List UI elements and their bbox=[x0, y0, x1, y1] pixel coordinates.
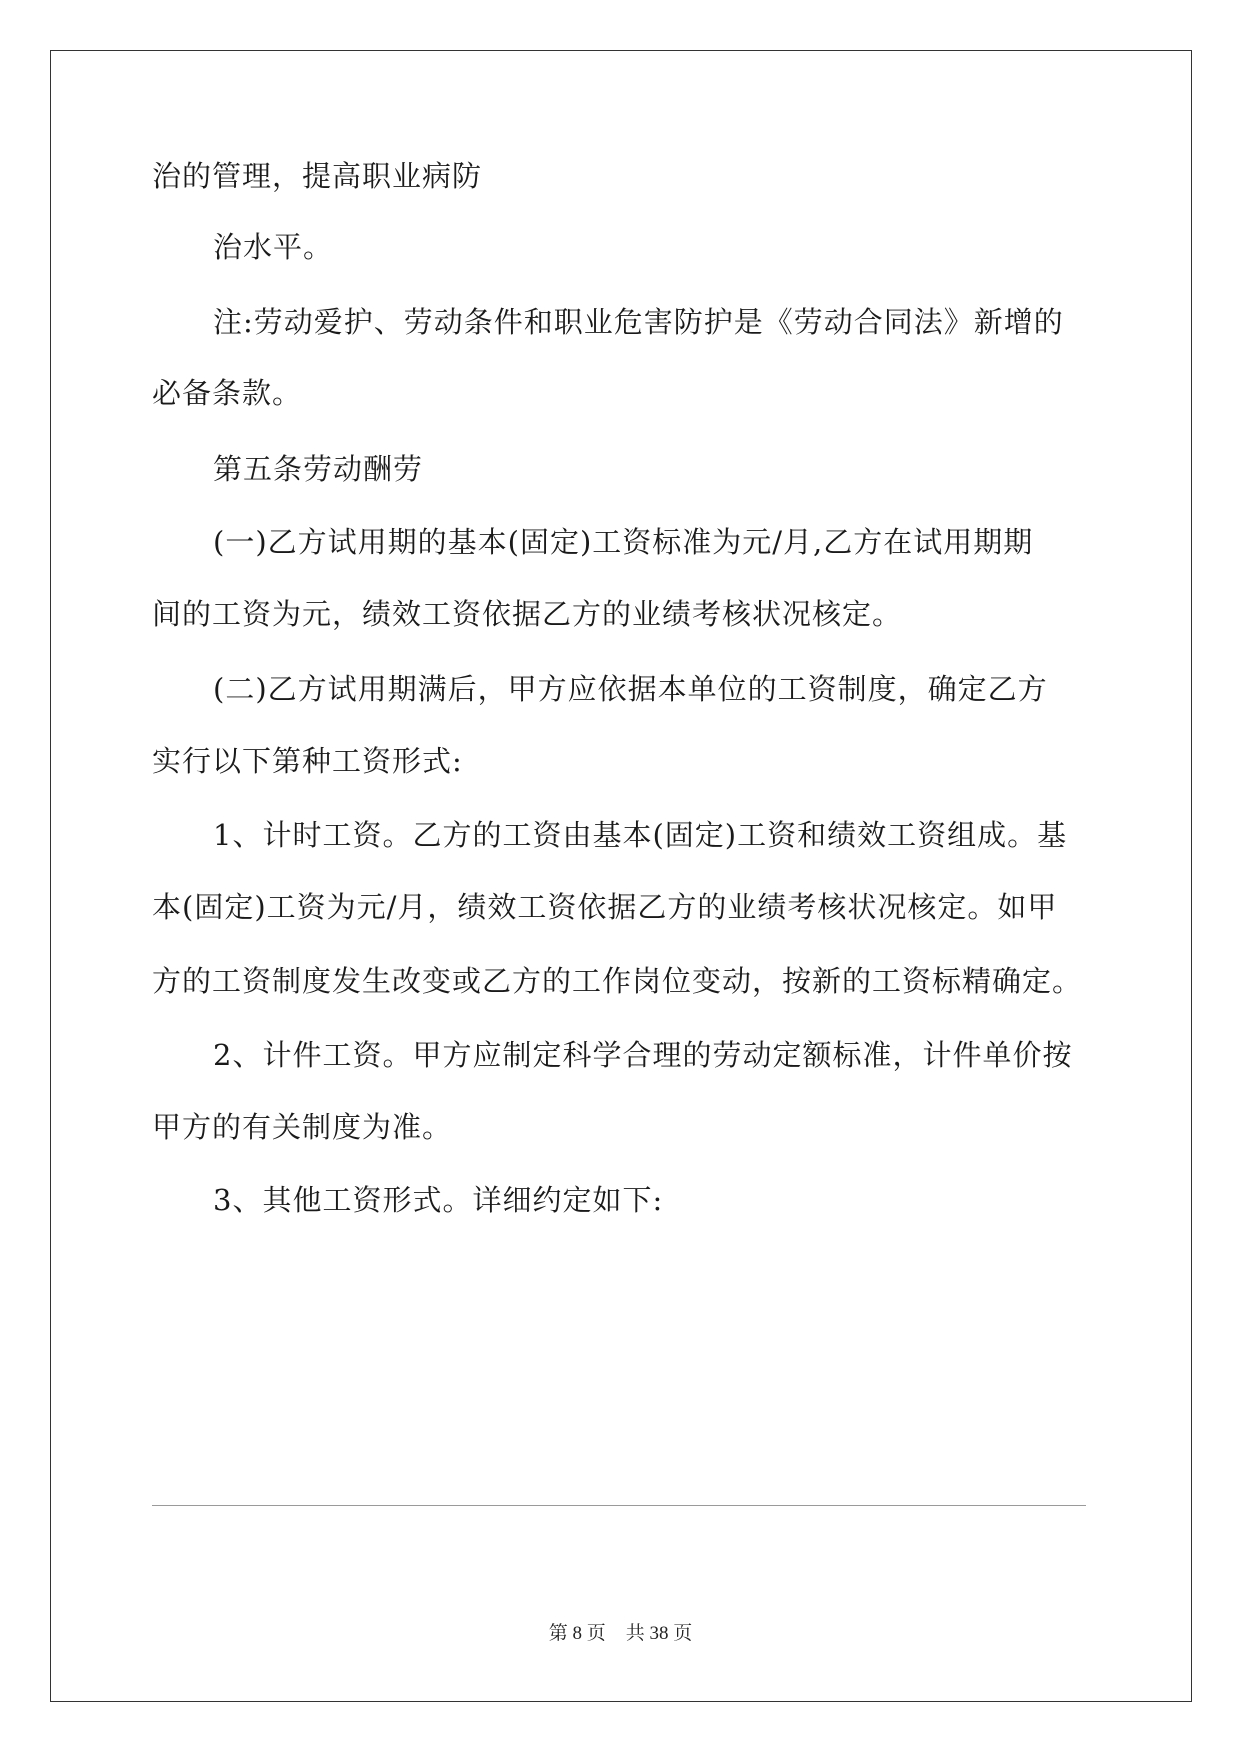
text-line: 甲方的有关制度为准。 bbox=[152, 1110, 453, 1144]
page-number: 第 8 页 bbox=[548, 1623, 606, 1644]
page-total: 共 38 页 bbox=[625, 1623, 693, 1644]
text-line: 1、计时工资。乙方的工资由基本(固定)工资和绩效工资组成。基 bbox=[213, 818, 1068, 852]
text-line: 3、其他工资形式。详细约定如下: bbox=[213, 1183, 664, 1217]
section-heading: 第五条劳动酬劳 bbox=[213, 452, 424, 486]
text-line: (一)乙方试用期的基本(固定)工资标准为元/月,乙方在试用期期 bbox=[213, 525, 1034, 559]
text-line: 注:劳动爱护、劳动条件和职业危害防护是《劳动合同法》新增的 bbox=[213, 305, 1064, 339]
text-line: (二)乙方试用期满后，甲方应依据本单位的工资制度，确定乙方 bbox=[213, 672, 1048, 706]
page-border bbox=[50, 50, 1192, 1702]
text-line: 方的工资制度发生改变或乙方的工作岗位变动，按新的工资标精确定。 bbox=[152, 964, 1083, 998]
text-line: 治水平。 bbox=[213, 230, 334, 264]
page-footer bbox=[0, 1618, 1241, 1645]
text-line: 治的管理，提高职业病防 bbox=[152, 159, 483, 193]
text-line: 2、计件工资。甲方应制定科学合理的劳动定额标准，计件单价按 bbox=[213, 1038, 1073, 1072]
text-line: 间的工资为元，绩效工资依据乙方的业绩考核状况核定。 bbox=[152, 597, 903, 631]
text-line: 必备条款。 bbox=[152, 376, 303, 410]
text-line: 本(固定)工资为元/月，绩效工资依据乙方的业绩考核状况核定。如甲 bbox=[152, 890, 1058, 924]
text-line: 实行以下第种工资形式: bbox=[152, 744, 463, 778]
footer-divider bbox=[152, 1505, 1086, 1506]
